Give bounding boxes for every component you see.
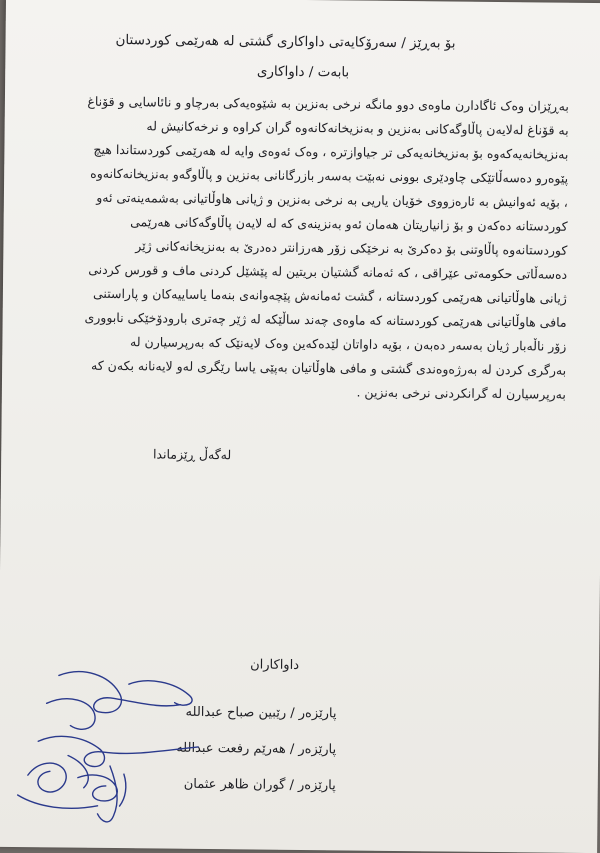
body-line: ژیانی هاوڵاتیانی هەرێمی کوردستانە ، گشت ئەمانەش پێچەوانەی بنەما یاساییەکان و پاراستنی <box>92 285 567 306</box>
body-line: بەڕێزان وەک ئاگادارن ماوەی دوو مانگە نرخی بەنزین بە شێوەیەکی بەرچاو و نائاسایی و قۆناغ <box>87 93 569 114</box>
letter-subject: بابەت / داواکاری <box>256 63 350 81</box>
letter-addressee: بۆ بەڕێز / سەرۆکایەتی داواکاری گشتی لە هەرێمی کوردستان <box>115 32 456 52</box>
signatory-name: پارێزەر / رێبین صباح عبداللە <box>185 704 337 722</box>
body-line: کوردستانەوە پاڵاوتنی بۆ دەکرێ بە نرخێکی زۆر هەرزانتر دەدرێ بە بەنزیخانەکانی ژێر <box>135 238 568 258</box>
body-line: ، بۆیە ئەوانیش بە ئارەزووی خۆیان یاریی بە نرخی بەنزین و ژیانی هاوڵاتیانی بەشمەینەتی ئەو <box>96 189 568 210</box>
signatories-heading: داواکاران <box>250 657 300 673</box>
body-line: بەنزیخانەیەکەوە بۆ بەنزیخانەیەکی تر جیاوازترە ، وەک ئەوەی وایە لە هەرێمی کوردستاندا هیچ <box>93 141 569 162</box>
closing-text: لەگەڵ ڕێزماندا <box>152 446 232 463</box>
body-line: بە قۆناغ لەلایەن پاڵاوگەکانی بەنزین و بەنزیخانەکانەوە گران کراوە و نرخەکانیش لە <box>146 118 569 138</box>
body-line: پێوەرو دەسەڵاتێکی چاودێری بوونی نەبێت بەسەر بازرگانانی بەنزین و پاڵاوگەو بەنزیخانەکانەوە <box>90 165 569 186</box>
signatory-name: پارێزەر / گوران ظاهر عثمان <box>183 776 336 794</box>
body-line: مافی هاوڵاتیانی هەرێمی کوردستانە کە ماوەی چەند ساڵێکە لە ژێر چەتری بارودۆخێکی نابووری <box>84 309 567 330</box>
body-line: کوردستانە دەکەن و بۆ زانیاریتان هەمان ئەو بەنزینەی کە لە لایەن پاڵاوگەکانی هەرێمی <box>130 214 568 234</box>
body-line: دەسەڵاتی حکومەتی عێراقی ، کە ئەمانە گشتیان بریتین لە پێشێل کردنی ماف و قورس کردنی <box>88 261 568 282</box>
body-line: بەرگری کردن لە بەرژەوەندی گشتی و مافی هاوڵاتیان بەپێی یاسا رێگری لەو لایەنانە بکەن کە <box>91 357 567 378</box>
body-line: زۆر ناڵەبار ژیان بەسەر دەبەن ، بۆیە داواتان لێدەکەین وەک لایەنێک کە بەرپرسیارن لە <box>130 334 567 354</box>
body-line: بەرپرسیارن لە گرانکردنی نرخی بەنزین . <box>356 384 566 402</box>
signatory-name: پارێزەر / هەرێم رفعت عبداللە <box>176 740 337 758</box>
